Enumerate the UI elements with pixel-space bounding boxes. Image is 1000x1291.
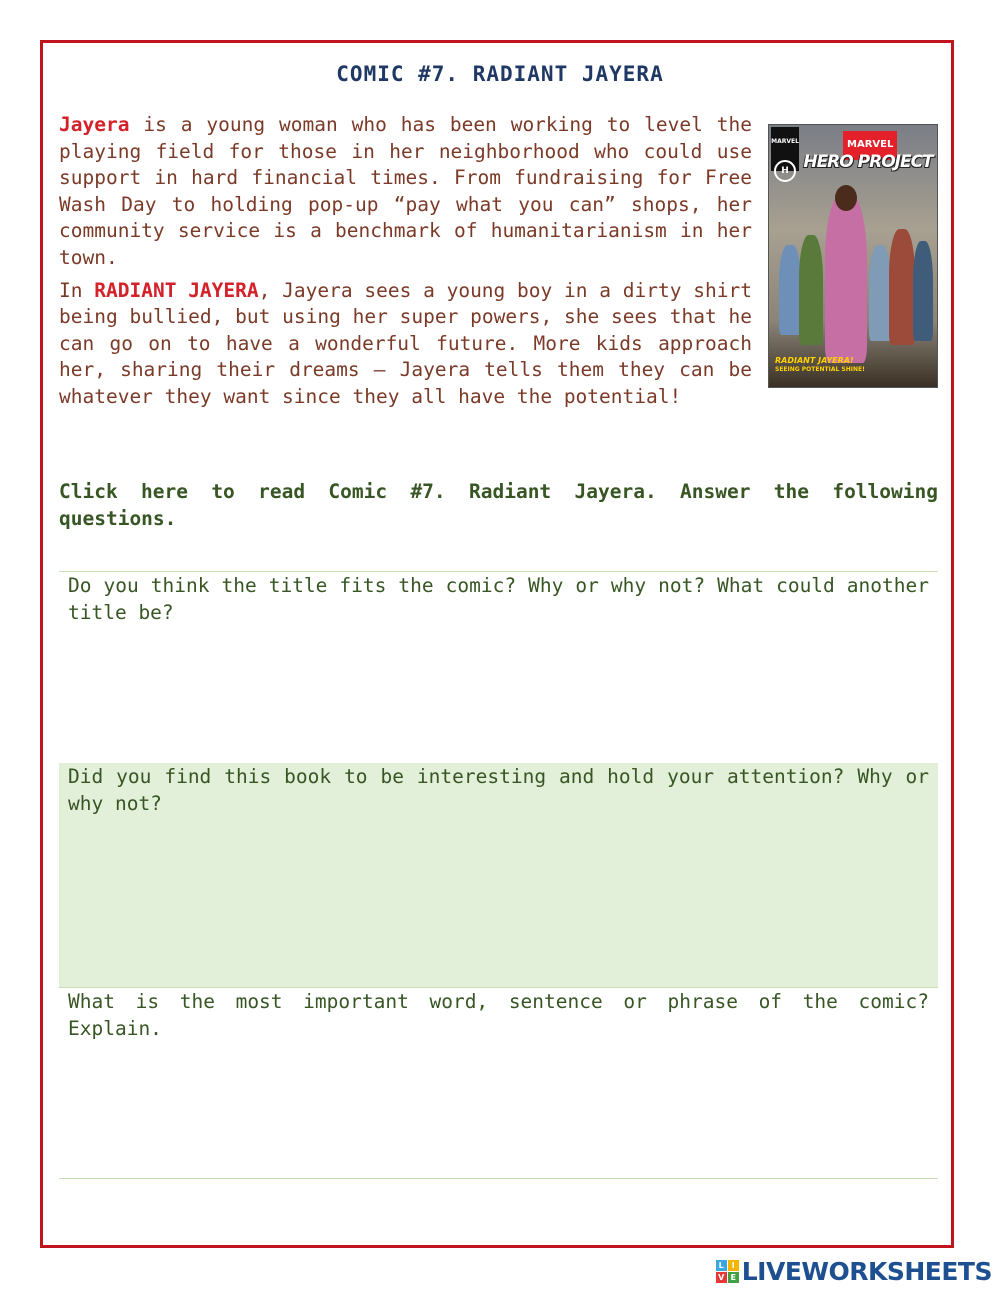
hero-project-logo bbox=[771, 127, 799, 176]
cover-figure bbox=[825, 193, 867, 363]
cover-figure bbox=[779, 245, 801, 335]
logo-cubes-icon: L I V E bbox=[716, 1260, 739, 1283]
cover-subtagline: SEEING POTENTIAL SHINE! bbox=[775, 366, 865, 374]
question-2-box[interactable] bbox=[59, 763, 938, 987]
intro-paragraph-1-text: is a young woman who has been working to level the playing field for those in her neighborhood who could use support in hard financial times. From fundraising for Free Wash Day to holding pop-up “pay what you can” shops, her community service is a benchmark of humanitarianism in her town. bbox=[59, 113, 752, 269]
question-3-box[interactable] bbox=[59, 987, 938, 1179]
brand-name: LIVEWORKSHEETS bbox=[741, 1256, 992, 1286]
question-1-box[interactable] bbox=[59, 571, 938, 763]
cover-tagline: RADIANT JAYERA! bbox=[775, 356, 854, 366]
cover-figure bbox=[799, 235, 823, 345]
question-3-text: What is the most important word, sentence or phrase of the comic? Explain. bbox=[68, 990, 929, 1040]
read-comic-link[interactable]: Click here to read Comic #7. Radiant Jayera. Answer the following questions. bbox=[59, 480, 938, 530]
comic-title-highlight: RADIANT JAYERA bbox=[94, 278, 259, 302]
cover-figure bbox=[913, 241, 933, 341]
page-title: COMIC #7. RADIANT JAYERA bbox=[336, 62, 664, 86]
cover-figure bbox=[889, 229, 915, 345]
intro-paragraph-2-lead: In bbox=[59, 278, 95, 302]
question-1-text: Do you think the title fits the comic? Why or why not? What could another title be? bbox=[68, 574, 929, 624]
intro-paragraph-2-text: , Jayera sees a young boy in a dirty shirt being bullied, but using her super powers, she sees that he can go on to have a wonderful future. More kids approach her, sharing their dreams – Jayera tells them they can be whatever they want since they all have the potential! bbox=[59, 278, 752, 408]
publisher-logo: MARVEL bbox=[843, 131, 897, 160]
hero-logo-icon: H bbox=[774, 160, 796, 182]
liveworksheets-logo bbox=[716, 1254, 992, 1288]
character-name: Jayera bbox=[59, 113, 130, 136]
comic-cover-image bbox=[768, 124, 938, 388]
publisher-mini-label: MARVEL bbox=[771, 138, 799, 145]
cover-figure bbox=[869, 245, 891, 341]
cover-figure bbox=[835, 185, 857, 211]
series-logo: HERO PROJECT bbox=[803, 152, 933, 172]
intro-section bbox=[59, 112, 938, 417]
question-2-text: Did you find this book to be interesting and hold your attention? Why or why not? bbox=[68, 765, 929, 815]
